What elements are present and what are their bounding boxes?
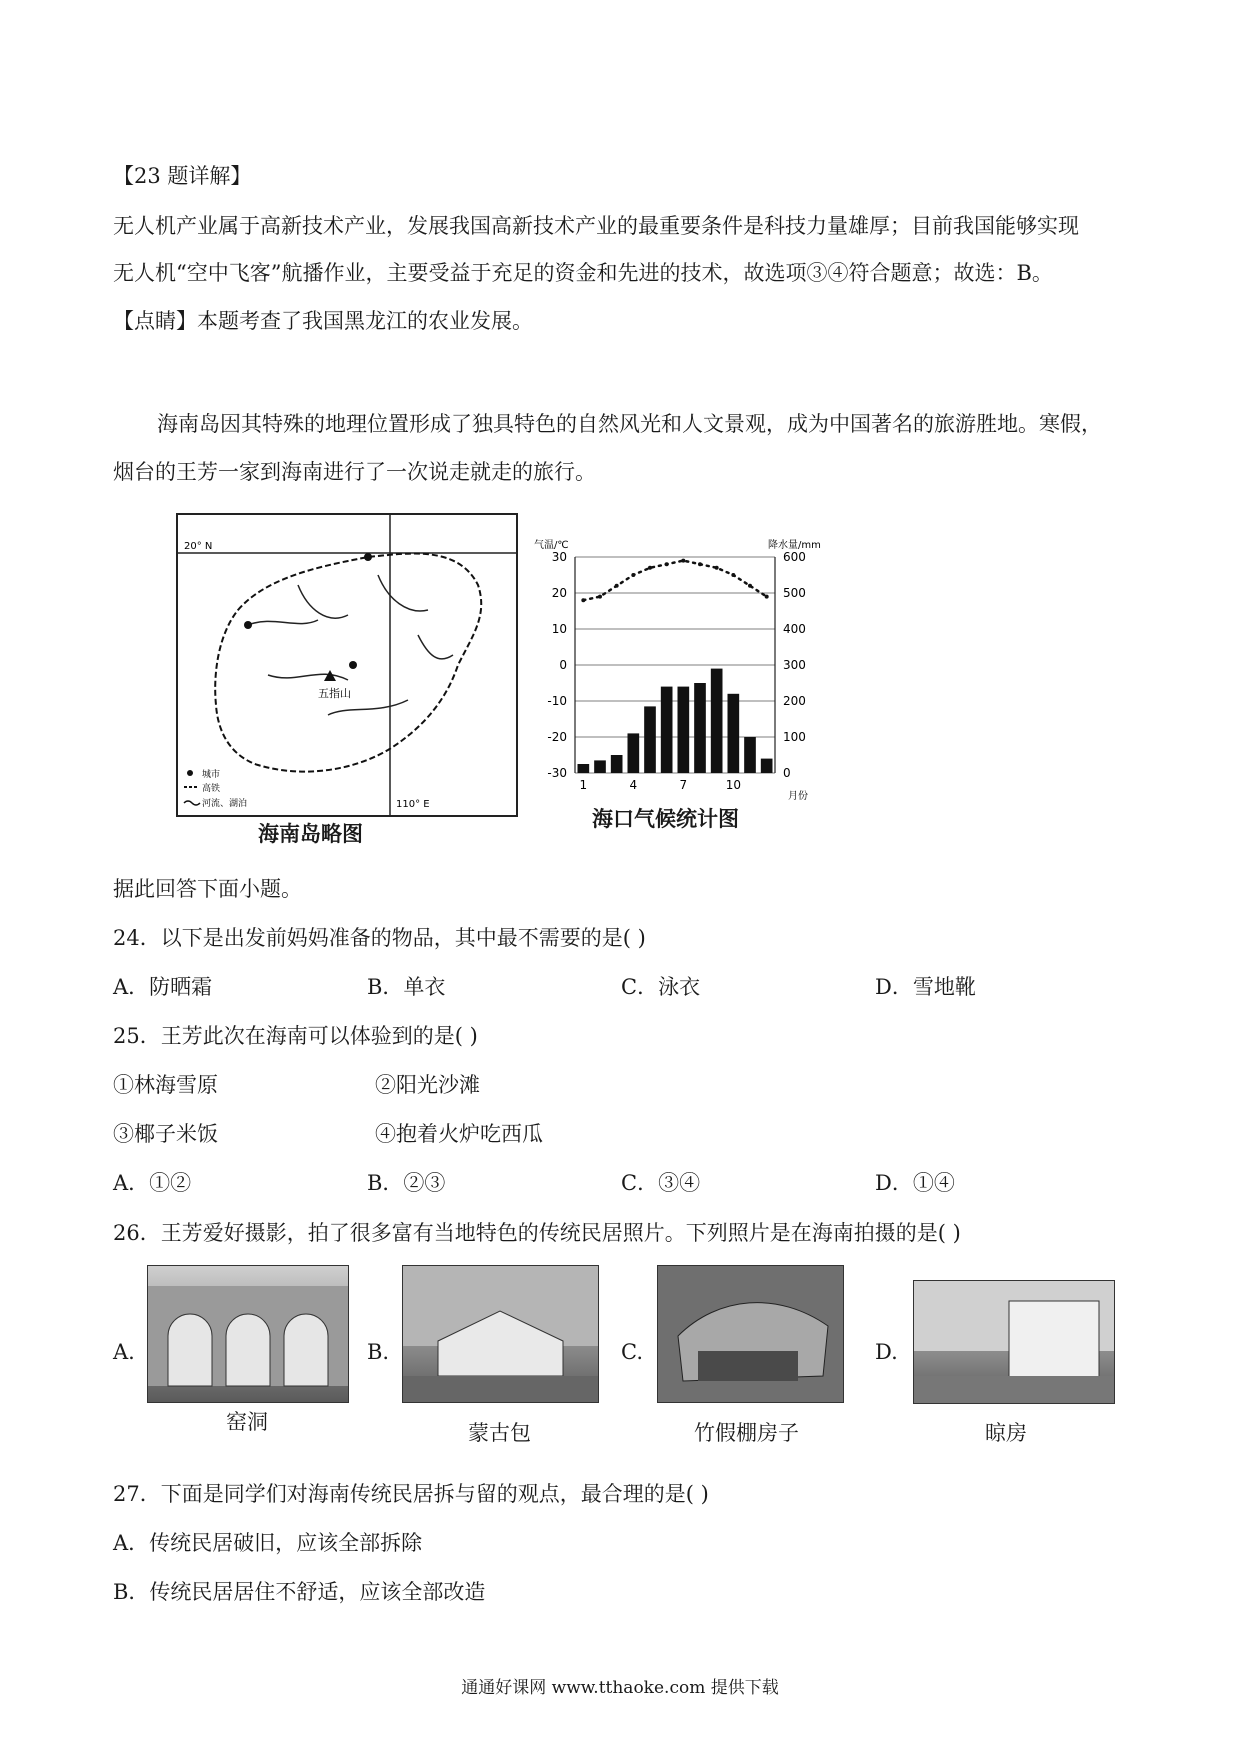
legend-river-icon (184, 801, 200, 805)
y-right-tick: 100 (783, 730, 806, 744)
q26-option-b[interactable]: B. (367, 1340, 390, 1364)
section-title: 【23 题详解】 (113, 164, 252, 188)
legend-rail: 高铁 (202, 784, 221, 794)
temperature-point (581, 598, 585, 602)
y-right-tick: 200 (783, 694, 806, 708)
yaodong-image (148, 1266, 348, 1402)
caption-yaodong: 窑洞 (226, 1410, 268, 1434)
temperature-point (598, 595, 602, 599)
precip-bar (611, 755, 623, 773)
x-tick: 4 (629, 778, 638, 792)
temperature-point (648, 566, 652, 570)
peak-label: 五指山 (318, 687, 351, 700)
city-dot (349, 661, 357, 669)
q25-item-2: ②阳光沙滩 (375, 1073, 480, 1097)
y-left-tick: 30 (551, 550, 567, 564)
x-tick: 10 (725, 778, 741, 792)
yurt-image (403, 1266, 598, 1402)
q24-option-a[interactable]: A．防晒霜 (113, 975, 213, 999)
x-axis-label: 月份 (788, 791, 808, 802)
caption-mongolian-yurt: 蒙古包 (468, 1421, 531, 1445)
q26-option-d[interactable]: D. (875, 1340, 898, 1364)
precip-bar (728, 694, 740, 773)
q27-stem: 27．下面是同学们对海南传统民居拆与留的观点，最合理的是( ) (113, 1482, 709, 1506)
precip-bar (594, 760, 606, 773)
dianjing-note: 【点睛】本题考查了我国黑龙江的农业发展。 (113, 309, 533, 333)
y-left-tick: -10 (547, 694, 567, 708)
q26-option-a[interactable]: A. (113, 1340, 135, 1364)
temperature-point (715, 566, 719, 570)
hainan-map (176, 513, 518, 817)
q26-option-c[interactable]: C. (621, 1340, 643, 1364)
q24-option-d[interactable]: D．雪地靴 (875, 975, 976, 999)
temperature-point (615, 584, 619, 588)
y-right-tick: 600 (783, 550, 806, 564)
legend-river: 河流、湖泊 (202, 799, 248, 809)
haikou-climate-chart (530, 535, 830, 805)
precip-bar (661, 687, 673, 773)
q25-item-1: ①林海雪原 (113, 1073, 218, 1097)
precip-bar (761, 759, 773, 773)
y-right-tick: 0 (783, 766, 791, 780)
lon-label: 110° E (396, 799, 430, 810)
precip-bar (711, 669, 723, 773)
y-left-label: 气温/℃ (534, 540, 569, 551)
q25-option-d[interactable]: D．①④ (875, 1171, 955, 1195)
caption-drying-house: 晾房 (985, 1421, 1027, 1445)
city-dot (244, 621, 252, 629)
precip-bar (628, 733, 640, 773)
q27-option-b[interactable]: B．传统民居居住不舒适，应该全部改造 (113, 1580, 486, 1604)
precip-bar (644, 706, 656, 773)
explain-line-2: 无人机“空中飞客”航播作业，主要受益于充足的资金和先进的技术，故选项③④符合题意；故选：B。 (113, 261, 1053, 285)
island-outline (215, 554, 481, 772)
q24-stem: 24．以下是出发前妈妈准备的物品，其中最不需要的是( ) (113, 926, 646, 950)
map-caption: 海南岛略图 (258, 821, 363, 846)
q25-item-4: ④抱着火炉吃西瓜 (375, 1122, 543, 1146)
legend-city-icon (187, 770, 193, 776)
y-left-tick: 20 (551, 586, 567, 600)
y-right-label: 降水量/mm (768, 540, 821, 551)
y-right-tick: 300 (783, 658, 806, 672)
q25-option-b[interactable]: B．②③ (367, 1171, 446, 1195)
y-right-tick: 500 (783, 586, 806, 600)
bamboo-hut-image (658, 1266, 843, 1402)
footer: 通通好课网 www.tthaoke.com 提供下载 (461, 1678, 779, 1698)
y-right-tick: 400 (783, 622, 806, 636)
q25-stem: 25．王芳此次在海南可以体验到的是( ) (113, 1024, 478, 1048)
y-left-tick: 10 (551, 622, 567, 636)
photo-drying-house[interactable] (913, 1280, 1115, 1404)
chart-title: 海口气候统计图 (592, 806, 739, 831)
temperature-point (765, 595, 769, 599)
explain-line-1: 无人机产业属于高新技术产业，发展我国高新技术产业的最重要条件是科技力量雄厚；目前我国能够实现 (113, 214, 1079, 238)
q25-option-a[interactable]: A．①② (113, 1171, 192, 1195)
lat-label: 20° N (184, 541, 213, 552)
precip-bar (578, 764, 590, 773)
photo-yaodong[interactable] (147, 1265, 349, 1403)
q25-option-c[interactable]: C．③④ (621, 1171, 701, 1195)
y-left-tick: -30 (547, 766, 567, 780)
caption-bamboo-hut: 竹假棚房子 (694, 1421, 799, 1445)
temperature-point (681, 559, 685, 563)
temperature-point (698, 562, 702, 566)
temperature-point (731, 573, 735, 577)
temperature-point (665, 562, 669, 566)
legend-city: 城市 (202, 770, 221, 780)
y-left-tick: -20 (547, 730, 567, 744)
answer-prompt: 据此回答下面小题。 (113, 877, 302, 901)
precip-bar (694, 683, 706, 773)
hainan-map-drawing (178, 515, 516, 815)
drying-house-image (914, 1281, 1114, 1403)
x-tick: 7 (679, 778, 688, 792)
q26-stem: 26．王芳爱好摄影，拍了很多富有当地特色的传统民居照片。下列照片是在海南拍摄的是( ) (113, 1221, 961, 1245)
q25-item-3: ③椰子米饭 (113, 1122, 218, 1146)
precip-bar (744, 737, 756, 773)
y-left-tick: 0 (559, 658, 567, 672)
q27-option-a[interactable]: A．传统民居破旧，应该全部拆除 (113, 1531, 423, 1555)
q24-option-c[interactable]: C．泳衣 (621, 975, 701, 999)
intro-line-1: 海南岛因其特殊的地理位置形成了独具特色的自然风光和人文景观，成为中国著名的旅游胜地。寒假， (157, 412, 1102, 436)
precip-bar (678, 687, 690, 773)
city-dot (364, 553, 372, 561)
q24-option-b[interactable]: B．单衣 (367, 975, 446, 999)
photo-bamboo-hut[interactable] (657, 1265, 844, 1403)
temperature-point (748, 584, 752, 588)
intro-line-2: 烟台的王芳一家到海南进行了一次说走就走的旅行。 (113, 460, 596, 484)
temperature-line (583, 561, 766, 601)
x-tick: 1 (579, 778, 588, 792)
temperature-point (631, 573, 635, 577)
photo-mongolian-yurt[interactable] (402, 1265, 599, 1403)
